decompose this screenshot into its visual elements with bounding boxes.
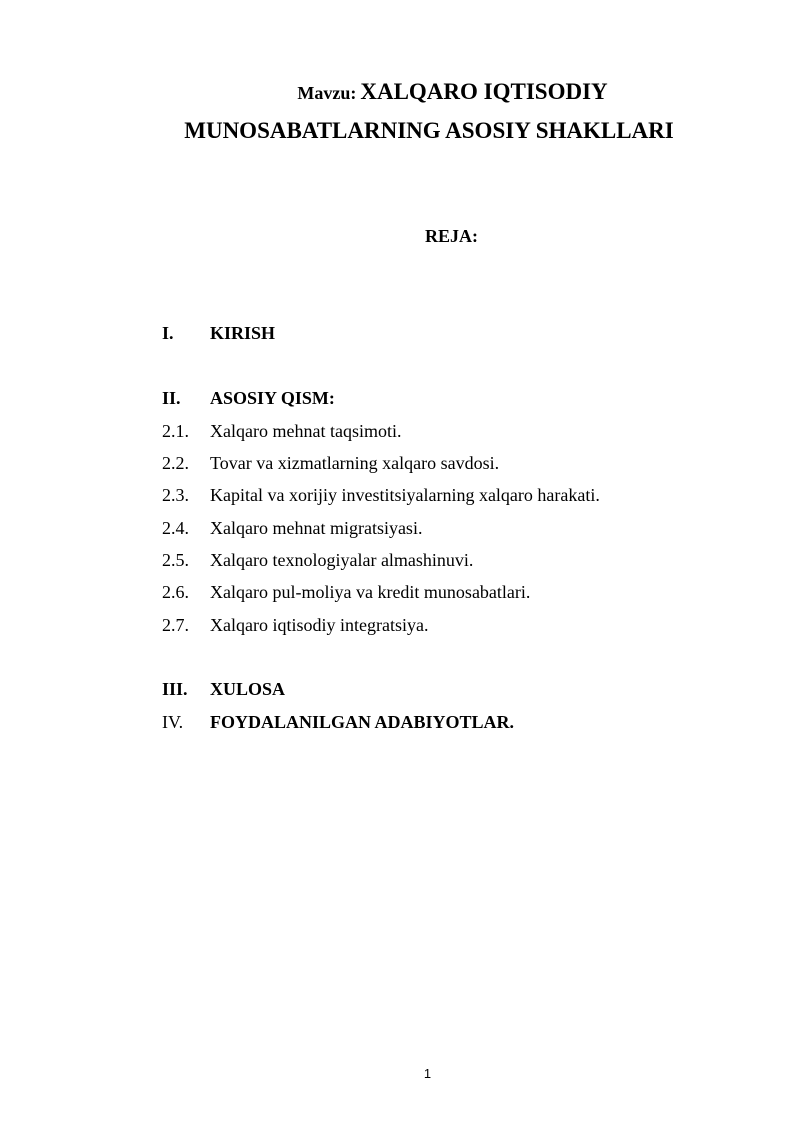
- plan-item-number: I.: [162, 323, 174, 343]
- plan-item-text: Xalqaro mehnat migratsiyasi.: [210, 518, 423, 538]
- plan-item-number: 2.2.: [162, 453, 189, 473]
- plan-item-number: II.: [162, 388, 181, 408]
- topic-label: Mavzu:: [297, 83, 357, 103]
- plan-item-number: IV.: [162, 712, 184, 732]
- plan-item-number: 2.7.: [162, 615, 189, 635]
- plan-item-text: Xalqaro texnologiyalar almashinuvi.: [210, 550, 474, 570]
- plan-item-text: Xalqaro mehnat taqsimoti.: [210, 421, 402, 441]
- plan-item-text: ASOSIY QISM:: [210, 388, 335, 408]
- plan-item-number: III.: [162, 679, 188, 699]
- plan-item-text: XULOSA: [210, 679, 286, 699]
- plan-item-text: KIRISH: [210, 323, 276, 343]
- plan-item-text: Xalqaro pul-moliya va kredit munosabatlari.: [210, 582, 531, 602]
- topic-title: XALQARO IQTISODIY: [360, 79, 608, 104]
- document-title-line-2: MUNOSABATLARNING ASOSIY SHAKLLARI: [184, 118, 674, 143]
- plan-item-text: Tovar va xizmatlarning xalqaro savdosi.: [210, 453, 500, 473]
- plan-item-number: 2.3.: [162, 485, 189, 505]
- plan-item-number: 2.6.: [162, 582, 189, 602]
- plan-heading: REJA:: [425, 226, 478, 246]
- plan-item-text: Xalqaro iqtisodiy integratsiya.: [210, 615, 429, 635]
- plan-item-text: Kapital va xorijiy investitsiyalarning xalqaro harakati.: [210, 485, 600, 505]
- document-title-line-1: [0, 79, 800, 105]
- plan-item-text: FOYDALANILGAN ADABIYOTLAR.: [210, 712, 515, 732]
- plan-item-number: 2.1.: [162, 421, 189, 441]
- page-number: 1: [423, 1066, 432, 1081]
- plan-item-number: 2.5.: [162, 550, 189, 570]
- plan-item-number: 2.4.: [162, 518, 189, 538]
